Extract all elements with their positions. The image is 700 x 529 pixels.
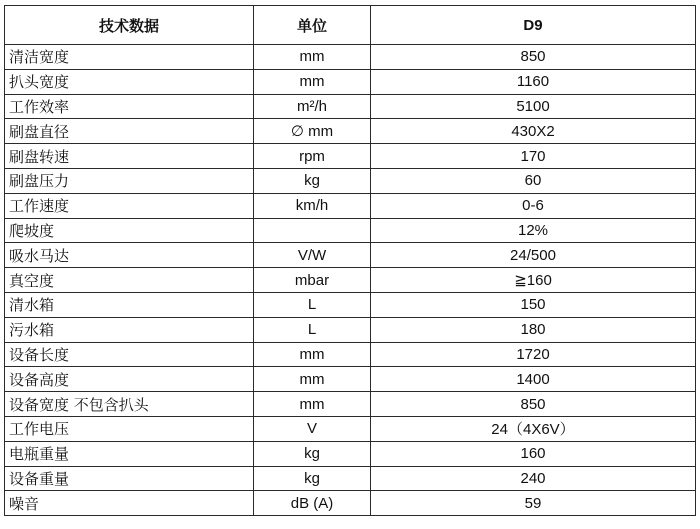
value-cell: 430X2 xyxy=(371,119,696,144)
unit-cell: kg xyxy=(254,466,371,491)
value-cell: 24/500 xyxy=(371,243,696,268)
param-cell: 清水箱 xyxy=(5,292,254,317)
value-cell: 850 xyxy=(371,45,696,70)
param-cell: 电瓶重量 xyxy=(5,441,254,466)
spec-table-header xyxy=(5,6,696,45)
param-cell: 工作电压 xyxy=(5,416,254,441)
table-row xyxy=(5,392,696,417)
unit-cell: kg xyxy=(254,168,371,193)
value-cell: 1160 xyxy=(371,69,696,94)
unit-cell: L xyxy=(254,292,371,317)
table-row xyxy=(5,268,696,293)
unit-cell: V/W xyxy=(254,243,371,268)
value-cell: 12% xyxy=(371,218,696,243)
value-cell: 24（4X6V） xyxy=(371,416,696,441)
value-cell: 160 xyxy=(371,441,696,466)
param-cell: 设备宽度 不包含扒头 xyxy=(5,392,254,417)
unit-cell: ∅ mm xyxy=(254,119,371,144)
table-row xyxy=(5,144,696,169)
table-row xyxy=(5,243,696,268)
param-cell: 污水箱 xyxy=(5,317,254,342)
value-cell: 5100 xyxy=(371,94,696,119)
table-row xyxy=(5,441,696,466)
table-row xyxy=(5,69,696,94)
table-row xyxy=(5,317,696,342)
value-cell: 180 xyxy=(371,317,696,342)
param-cell: 爬坡度 xyxy=(5,218,254,243)
value-cell: 1400 xyxy=(371,367,696,392)
param-cell: 设备重量 xyxy=(5,466,254,491)
unit-cell: mbar xyxy=(254,268,371,293)
param-cell: 设备长度 xyxy=(5,342,254,367)
spec-table-body xyxy=(5,45,696,516)
param-cell: 吸水马达 xyxy=(5,243,254,268)
value-cell: 59 xyxy=(371,491,696,516)
value-cell: ≧160 xyxy=(371,268,696,293)
param-cell: 刷盘压力 xyxy=(5,168,254,193)
param-cell: 刷盘转速 xyxy=(5,144,254,169)
param-cell: 工作效率 xyxy=(5,94,254,119)
param-cell: 设备高度 xyxy=(5,367,254,392)
param-cell: 真空度 xyxy=(5,268,254,293)
unit-cell: km/h xyxy=(254,193,371,218)
param-cell: 扒头宽度 xyxy=(5,69,254,94)
table-row xyxy=(5,45,696,70)
header-model: D9 xyxy=(371,6,696,45)
header-unit: 单位 xyxy=(254,6,371,45)
param-cell: 刷盘直径 xyxy=(5,119,254,144)
table-row xyxy=(5,416,696,441)
table-row xyxy=(5,342,696,367)
unit-cell: mm xyxy=(254,342,371,367)
unit-cell: mm xyxy=(254,69,371,94)
unit-cell: mm xyxy=(254,45,371,70)
value-cell: 240 xyxy=(371,466,696,491)
value-cell: 60 xyxy=(371,168,696,193)
header-param: 技术数据 xyxy=(5,6,254,45)
unit-cell: mm xyxy=(254,367,371,392)
header-row xyxy=(5,6,696,45)
unit-cell: dB (A) xyxy=(254,491,371,516)
param-cell: 工作速度 xyxy=(5,193,254,218)
table-row xyxy=(5,94,696,119)
param-cell: 噪音 xyxy=(5,491,254,516)
unit-cell: mm xyxy=(254,392,371,417)
table-row xyxy=(5,367,696,392)
table-row xyxy=(5,119,696,144)
unit-cell: L xyxy=(254,317,371,342)
value-cell: 170 xyxy=(371,144,696,169)
table-row xyxy=(5,466,696,491)
unit-cell xyxy=(254,218,371,243)
value-cell: 0-6 xyxy=(371,193,696,218)
unit-cell: rpm xyxy=(254,144,371,169)
table-row xyxy=(5,193,696,218)
unit-cell: V xyxy=(254,416,371,441)
table-row xyxy=(5,218,696,243)
unit-cell: m²/h xyxy=(254,94,371,119)
value-cell: 1720 xyxy=(371,342,696,367)
spec-table xyxy=(4,5,696,516)
value-cell: 850 xyxy=(371,392,696,417)
table-row xyxy=(5,292,696,317)
unit-cell: kg xyxy=(254,441,371,466)
table-row xyxy=(5,168,696,193)
param-cell: 清洁宽度 xyxy=(5,45,254,70)
table-row xyxy=(5,491,696,516)
value-cell: 150 xyxy=(371,292,696,317)
